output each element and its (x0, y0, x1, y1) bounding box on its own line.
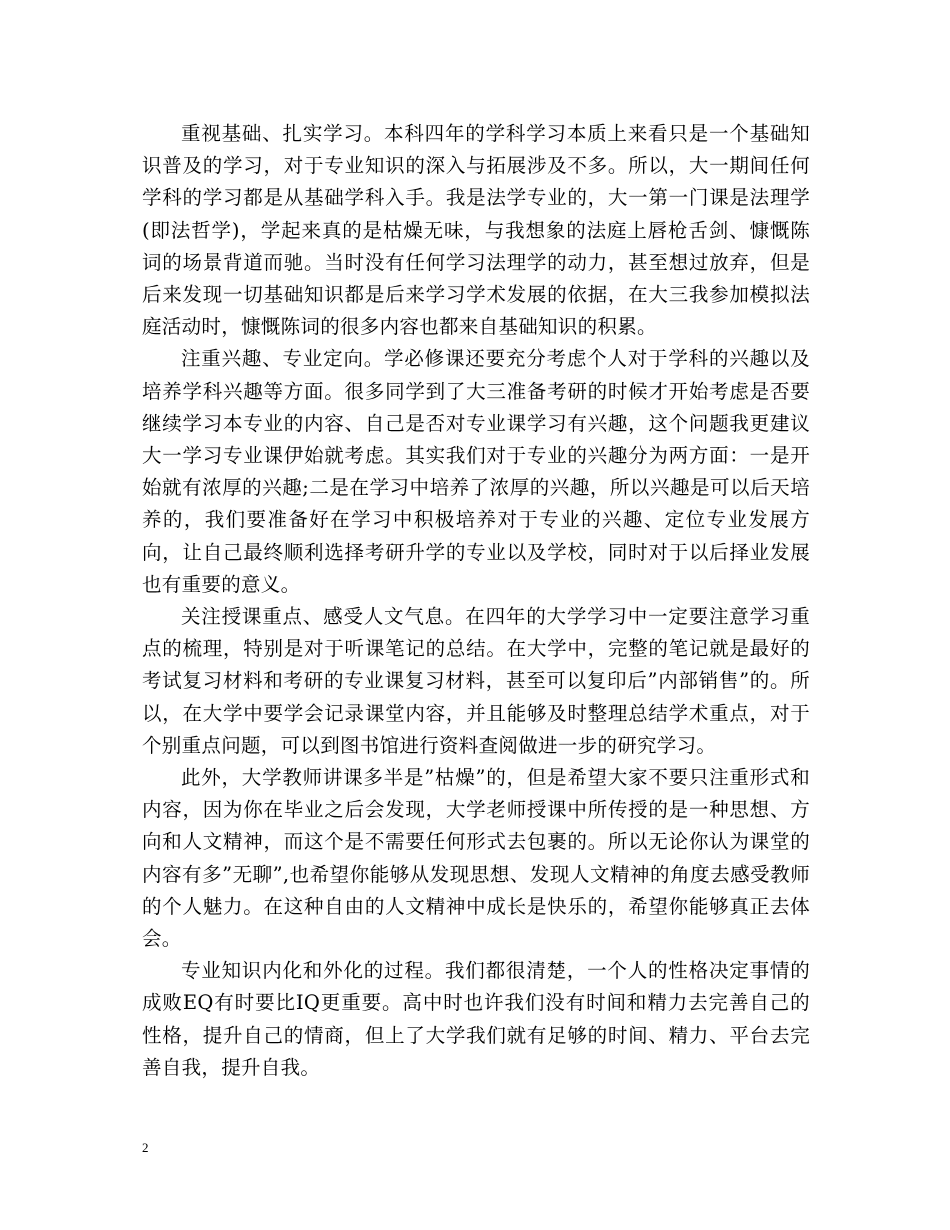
document-body (142, 118, 810, 1084)
paragraph-internalization: 专业知识内化和外化的过程。我们都很清楚，一个人的性格决定事情的成败EQ有时要比IQ更重要。高中时也许我们没有时间和精力去完善自己的性格，提升自己的情商，但上了大学我们就有足够的时间、精力、平台去完善自我，提升自我。 (142, 959, 810, 1079)
paragraph-foundation: 重视基础、扎实学习。本科四年的学科学习本质上来看只是一个基础知识普及的学习，对于专业知识的深入与拓展涉及不多。所以，大一期间任何学科的学习都是从基础学科入手。我是法学专业的，大一第一门课是法理学(即法哲学)，学起来真的是枯燥无味，与我想象的法庭上唇枪舌剑、慷慨陈词的场景背道而驰。当时没有任何学习法理学的动力，甚至想过放弃，但是后来发现一切基础知识都是后来学习学术发展的依据，在大三我参加模拟法庭活动时，慷慨陈词的很多内容也都来自基础知识的积累。 (142, 122, 810, 339)
paragraph-lecture-focus: 关注授课重点、感受人文气息。在四年的大学学习中一定要注意学习重点的梳理，特别是对于听课笔记的总结。在大学中，完整的笔记就是最好的考试复习材料和考研的专业课复习材料，甚至可以复印后”内部销售”的。所以，在大学中要学会记录课堂内容，并且能够及时整理总结学术重点，对于个别重点问题，可以到图书馆进行资料查阅做进一步的研究学习。 (142, 605, 810, 757)
paragraph-interest: 注重兴趣、专业定向。学必修课还要充分考虑个人对于学科的兴趣以及培养学科兴趣等方面。很多同学到了大三准备考研的时候才开始考虑是否要继续学习本专业的内容、自己是否对专业课学习有兴趣，这个问题我更建议大一学习专业课伊始就考虑。其实我们对于专业的兴趣分为两方面：一是开始就有浓厚的兴趣;二是在学习中培养了浓厚的兴趣，所以兴趣是可以后天培养的，我们要准备好在学习中积极培养对于专业的兴趣、定位专业发展方向，让自己最终顺利选择考研升学的专业以及学校，同时对于以后择业发展也有重要的意义。 (142, 347, 810, 596)
paragraph-teachers: 此外，大学教师讲课多半是”枯燥”的，但是希望大家不要只注重形式和内容，因为你在毕业之后会发现，大学老师授课中所传授的是一种思想、方向和人文精神，而这个是不需要任何形式去包裹的。所以无论你认为课堂的内容有多”无聊”,也希望你能够从发现思想、发现人文精神的角度去感受教师的个人魅力。在这种自由的人文精神中成长是快乐的，希望你能够真正去体会。 (142, 766, 810, 951)
page-number: 2 (142, 1140, 149, 1155)
